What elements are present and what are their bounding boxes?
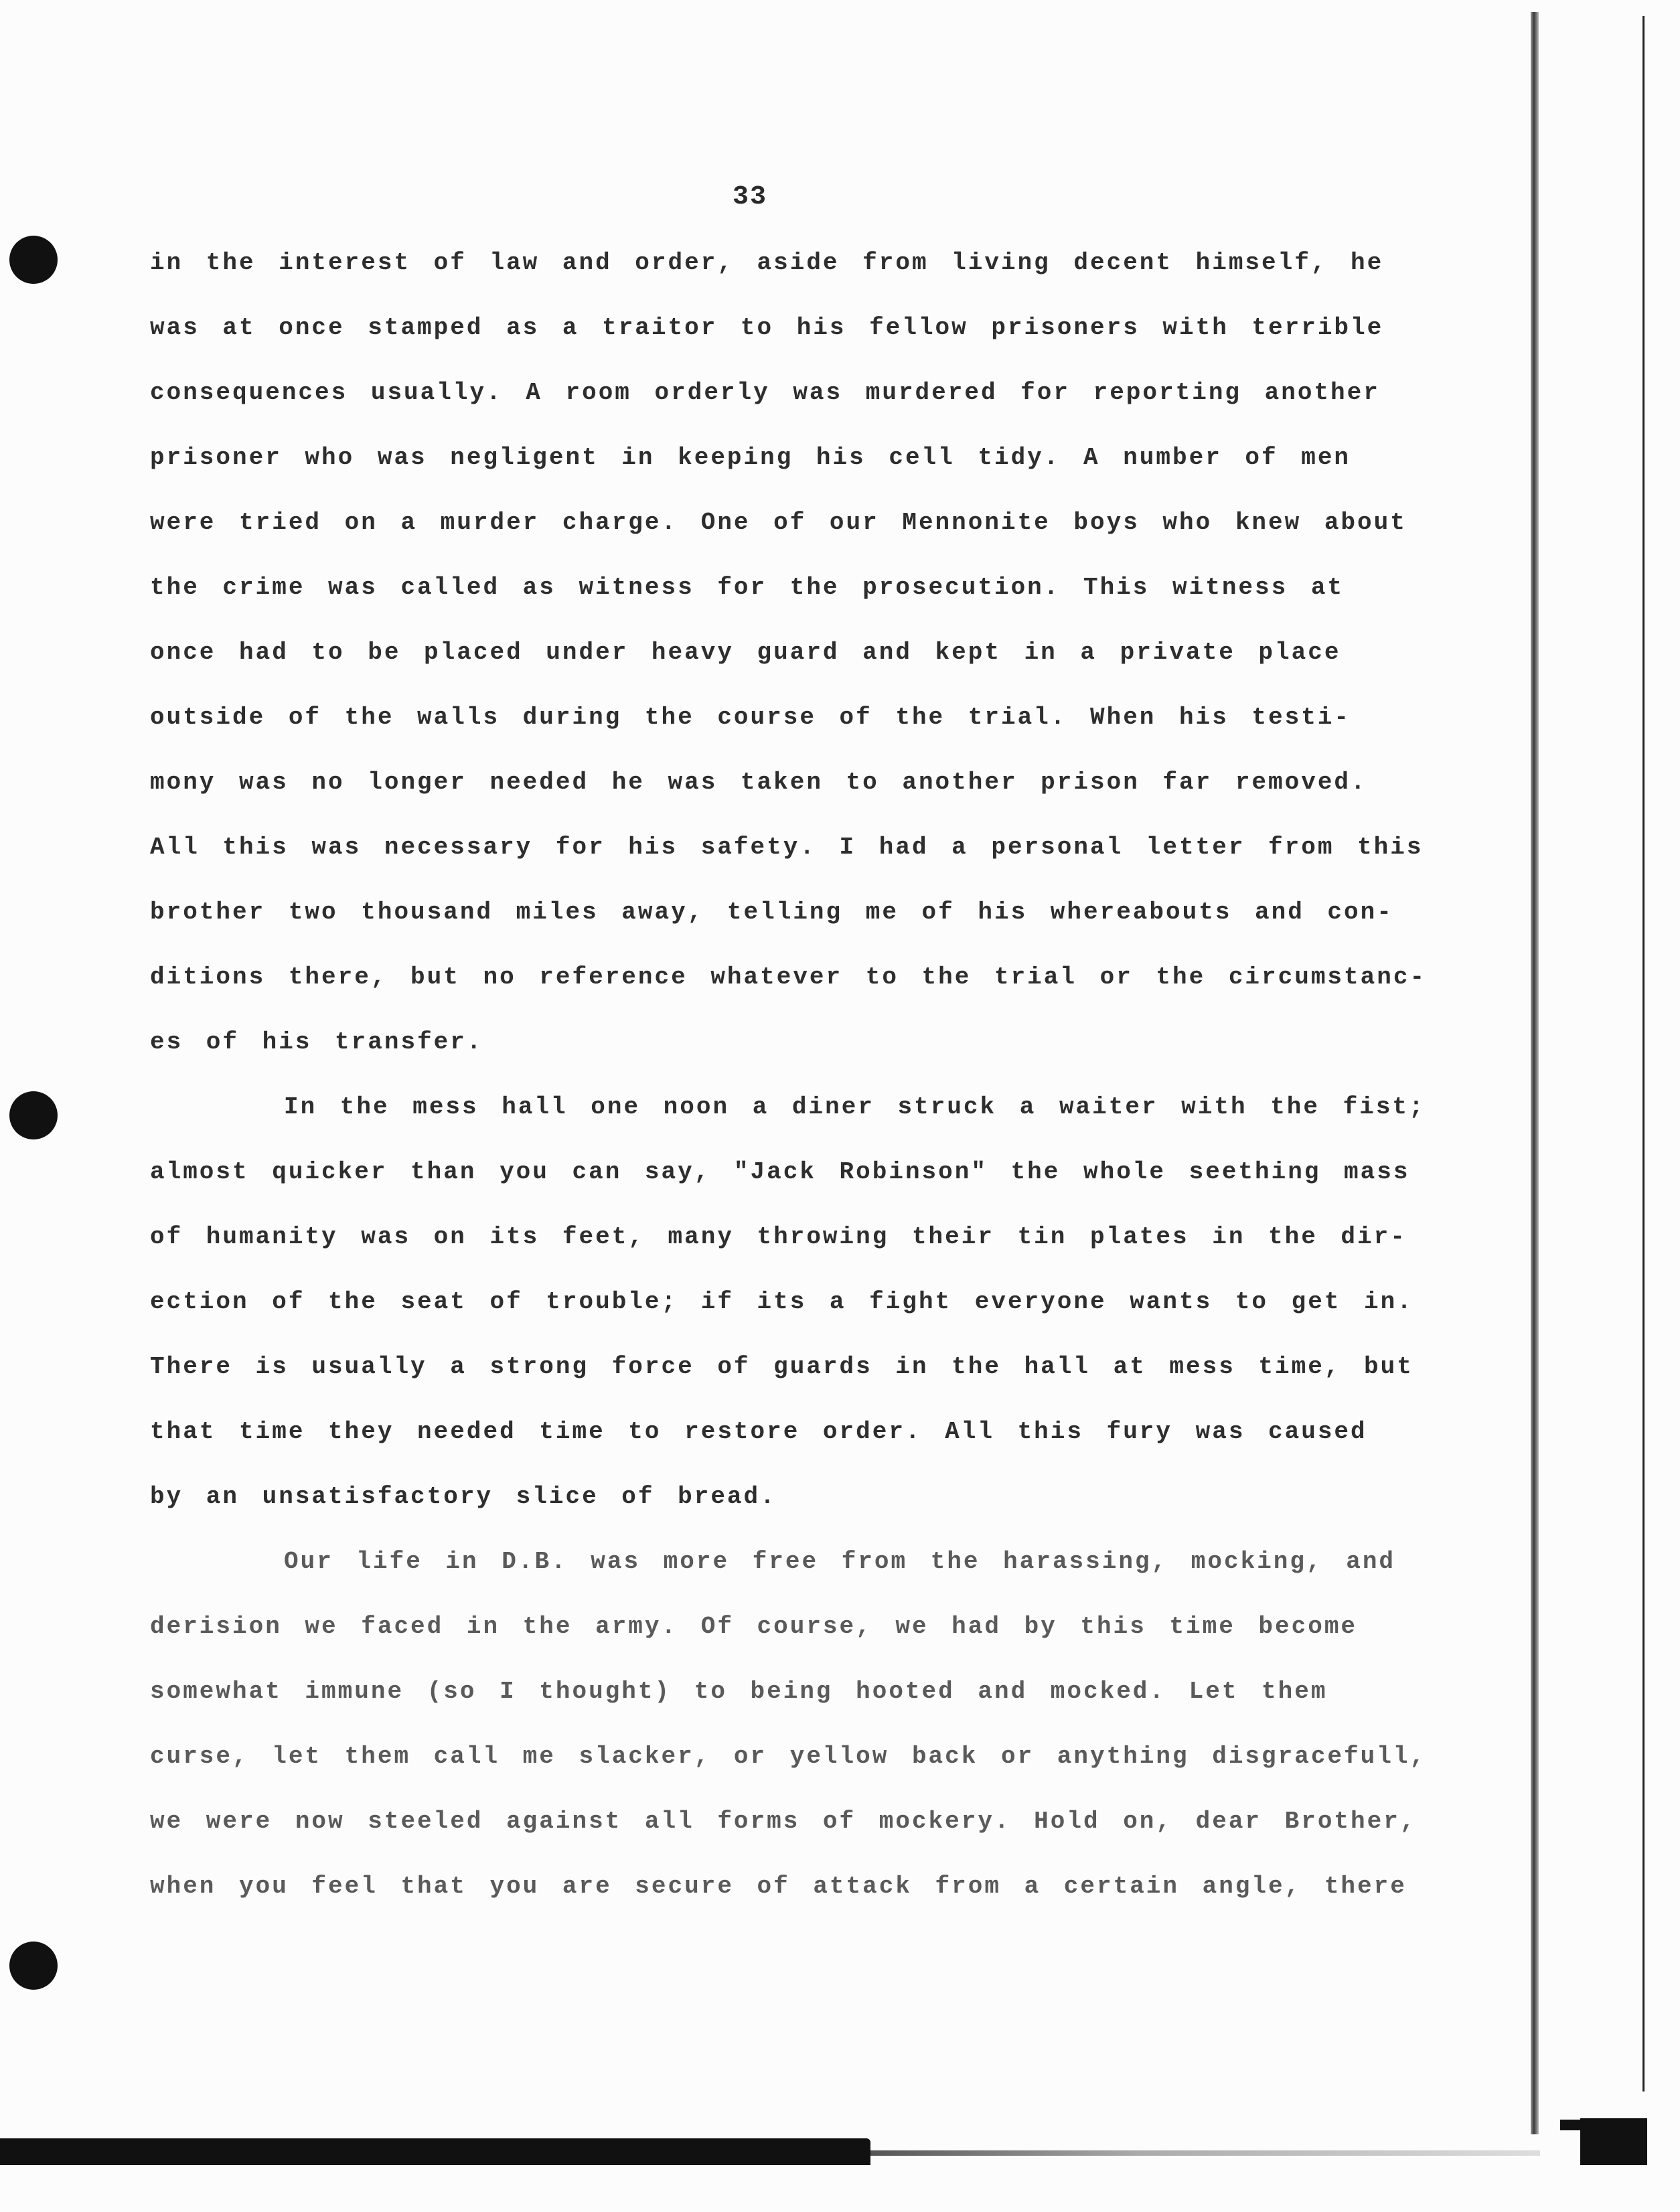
- text-line: in the interest of law and order, aside from living decent himself, he: [150, 249, 1384, 276]
- text-line: by an unsatisfactory slice of bread.: [150, 1483, 777, 1510]
- text-line: prisoner who was negligent in keeping his cell tidy. A number of men: [150, 444, 1351, 471]
- paragraph-start-line: Our life in D.B. was more free from the harassing, mocking, and: [284, 1548, 1396, 1575]
- punch-hole-middle: [9, 1091, 58, 1139]
- text-line: mony was no longer needed he was taken to another prison far removed.: [150, 769, 1367, 796]
- text-line: of humanity was on its feet, many throwing their tin plates in the dir-: [150, 1223, 1407, 1251]
- text-line: when you feel that you are secure of attack from a certain angle, there: [150, 1873, 1407, 1900]
- text-line: almost quicker than you can say, "Jack Robinson" the whole seething mass: [150, 1158, 1410, 1186]
- text-line: were tried on a murder charge. One of our Mennonite boys who knew about: [150, 509, 1407, 536]
- text-line: outside of the walls during the course of the trial. When his testi-: [150, 704, 1351, 731]
- text-line: ection of the seat of trouble; if its a fight everyone wants to get in.: [150, 1288, 1414, 1316]
- paragraph-start-line: In the mess hall one noon a diner struck a waiter with the fist;: [284, 1093, 1426, 1121]
- scanner-bottom-edge-tail: [870, 2150, 1540, 2156]
- typed-text-body: [150, 248, 1427, 1936]
- text-line: somewhat immune (so I thought) to being hooted and mocked. Let them: [150, 1678, 1328, 1705]
- text-line: derision we faced in the army. Of course, we had by this time become: [150, 1613, 1358, 1640]
- text-line: brother two thousand miles away, telling me of his whereabouts and con-: [150, 898, 1393, 926]
- text-line: that time they needed time to restore order. All this fury was caused: [150, 1418, 1367, 1445]
- punch-hole-bottom: [9, 1942, 58, 1990]
- text-line: ditions there, but no reference whatever to the trial or the circumstanc-: [150, 963, 1427, 991]
- text-line: consequences usually. A room orderly was murdered for reporting another: [150, 379, 1380, 406]
- text-line: There is usually a strong force of guards in the hall at mess time, but: [150, 1353, 1414, 1380]
- page-number: 33: [732, 182, 767, 212]
- text-line: once had to be placed under heavy guard and kept in a private place: [150, 639, 1341, 666]
- scanner-corner-block: [1580, 2118, 1647, 2165]
- punch-hole-top: [9, 236, 58, 284]
- text-line: the crime was called as witness for the prosecution. This witness at: [150, 574, 1345, 601]
- scanner-edge-shadow: [1531, 12, 1539, 2134]
- text-line: curse, let them call me slacker, or yellow back or anything disgracefull,: [150, 1743, 1427, 1770]
- scanner-bottom-edge: [0, 2138, 870, 2165]
- text-line: es of his transfer.: [150, 1028, 483, 1056]
- scanner-edge-line: [1643, 16, 1645, 2091]
- text-line: we were now steeled against all forms of mockery. Hold on, dear Brother,: [150, 1808, 1417, 1835]
- text-line: All this was necessary for his safety. I had a personal letter from this: [150, 834, 1424, 861]
- text-line: was at once stamped as a traitor to his fellow prisoners with terrible: [150, 314, 1384, 341]
